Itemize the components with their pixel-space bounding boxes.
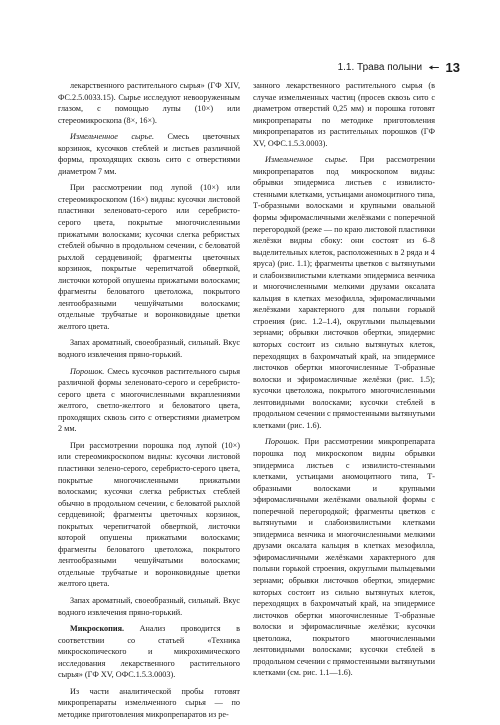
left-column [58, 80, 240, 725]
paragraph-lead: Измельченное сырье. [70, 132, 155, 142]
paragraph-text: занного лекарственного растительного сырья (в случае измельченных частиц (просев сквозь сито с диаметром отверстий 0,25 мм) и порошка готовят микропрепараты по методике приготовления микропрепаратов из растительных порошков (ГФ XV, ОФС.1.5.3.0003). [253, 81, 435, 148]
section-heading: Микроскопия. [70, 624, 125, 634]
paragraph [253, 80, 435, 149]
paragraph [58, 337, 240, 360]
paragraph-text: лекарственного растительного сырья» (ГФ XIV, ФС.2.5.0033.15). Сырье исследуют невооруженным глазом, с помощью лупы (10×) или стереомикроскопа (8×, 16×). [58, 81, 240, 125]
paragraph [58, 182, 240, 332]
paragraph [58, 595, 240, 618]
paragraph-text: Запах ароматный, своеобразный, сильный. Вкус водного извлечения пряно-горький. [58, 338, 240, 360]
paragraph [58, 131, 240, 177]
paragraph-lead: Порошок. [70, 366, 105, 376]
paragraph-text: При рассмотрении порошка под лупой (10×) или стереомикроскопом видны: кусочки листовой пластинки зелено-серого, серебристо-серого цвета, покрытые многочисленными прижатыми волосками; кусочки слегка ребристых стеблей обычно в продольном сечении, с беловатой рыхлой сердцевиной; фрагменты цветочных корзинок, покрытых черепитчатой обверткой, листочки которой опушены прижатыми волосками; фрагменты беловатого цветоложа, покрытого лентообразными чешуйчатыми волосками; отдельные трубчатые и воронковидные цветки желтого цвета. [58, 440, 240, 589]
paragraph [253, 154, 435, 431]
paragraph [253, 436, 435, 678]
paragraph-text: Смесь цветочных корзинок, кусочков стеблей и листьев различной формы, проходящих сквозь сито с отверстиями диаметром 7 мм. [58, 132, 240, 176]
paragraph-text: При рассмотрении микропрепарата порошка под микроскопом видны обрывки эпидермиса листьев с извилисто-стенными клетками, устьицами аномоцитного типа, Т-образными волосками и крупными эфиромасличными желёзками овальной формы с поперечной перегородкой; фрагменты цветков с вытянутыми и слабоизвилистыми клетками эпидермиса венчика и многочисленными мелкими друзами оксалата кальция в клетках мезофилла, эфиромасличными желёзками характерного для полыни горькой строения, округлыми пыльцевыми зернами; обрывки листочков обертки, эпидермис которых состоит из сильно вытянутых клеток, переходящих в бахромчатый край, на эпидермисе листочков обертки многочисленные Т-образные волоски и эфиромасличные желёзки; кусочки цветоложа, покрытого многочисленными лентовидными волосками; кусочки стеблей в продольном сечении с прямостенными вытянутыми клетками (см. рис. 1.1—1.6). [253, 437, 435, 678]
right-column [253, 80, 435, 684]
paragraph-text: При рассмотрении микропрепаратов под микроскопом видны: обрывки эпидермиса листьев с извилисто-стенными клетками, устьицами аномоцитного типа, Т-образными волосками и крупными овальной формы эфиромасличными желёзками с поперечной перегородкой (реже — по краю листовой пластинки желёзки видны сбоку: они состоят из 6–8 выделительных клеток, расположенных в 2 ряда и 4 яруса) (рис. 1.1); фрагменты цветков с вытянутыми и слабоизвилистыми клетками эпидермиса венчика и многочисленными мелкими друзами оксалата кальция в клетках мезофилла, эфиромасличными желёзками характерного для полыни горькой строения (рис. 1.2–1.4), округлыми пыльцевыми зернами; обрывки листочков обертки, эпидермис которых состоит из сильно вытянутых клеток, переходящих в бахромчатый край, на эпидермисе листочков обертки многочисленные Т-образные волоски и эфиромасличные желёзки (рис. 1.5); кусочки цветоложа, покрытого многочисленными лентовидными волосками; кусочки стеблей в продольном сечении с прямостенными вытянутыми клетками (рис. 1.6). [253, 155, 435, 430]
paragraph-lead: Измельченное сырье. [265, 155, 348, 165]
paragraph [58, 623, 240, 681]
paragraph-text: При рассмотрении под лупой (10×) или стереомикроскопом (16×) видны: кусочки листовой пластинки зеленовато-серого или серебристо-серого цвета, покрытые многочисленными прижатыми волосками; кусочки слегка ребристых стеблей обычно в продольном сечении, с беловатой рыхлой сердцевиной; фрагменты цветочных корзинок, покрытые черепитчатой обверткой, листочки которой опушены прижатыми волосками; фрагменты беловатого цветоложа, покрытого лентообразными чешуйчатыми волосками; отдельные трубчатые и воронковидные цветки желтого цвета. [58, 183, 240, 331]
paragraph [58, 366, 240, 435]
page-header [338, 60, 460, 75]
paragraph [58, 686, 240, 721]
paragraph-text: Из части аналитической пробы готовят микропрепараты измельченного сырья — по методике приготовления микропрепаратов из ре- [58, 686, 240, 719]
running-title: 1.1. Трава полыни [337, 62, 423, 73]
paragraph-text: Смесь кусочков растительного сырья различной формы зеленовато-серого и серебристо-серого цвета с многочисленными вкраплениями желтого, светло-желтого и беловатого цвета, проходящих сквозь сито с отверстиями диаметром 2 мм. [58, 366, 240, 434]
arrow-left-icon: 🠔 [428, 60, 440, 75]
paragraph-lead: Порошок. [265, 437, 300, 447]
paragraph-text: Запах ароматный, своеобразный, сильный. Вкус водного извлечения пряно-горький. [58, 595, 240, 617]
paragraph [58, 440, 240, 590]
page-number: 13 [445, 60, 460, 75]
paragraph-text: Анализ проводится в соответствии со статьей «Техника микроскопического и микрохимического исследования лекарственного растительного сырья» (ГФ XV, ОФС.1.5.3.0003). [58, 624, 240, 680]
paragraph [58, 80, 240, 126]
